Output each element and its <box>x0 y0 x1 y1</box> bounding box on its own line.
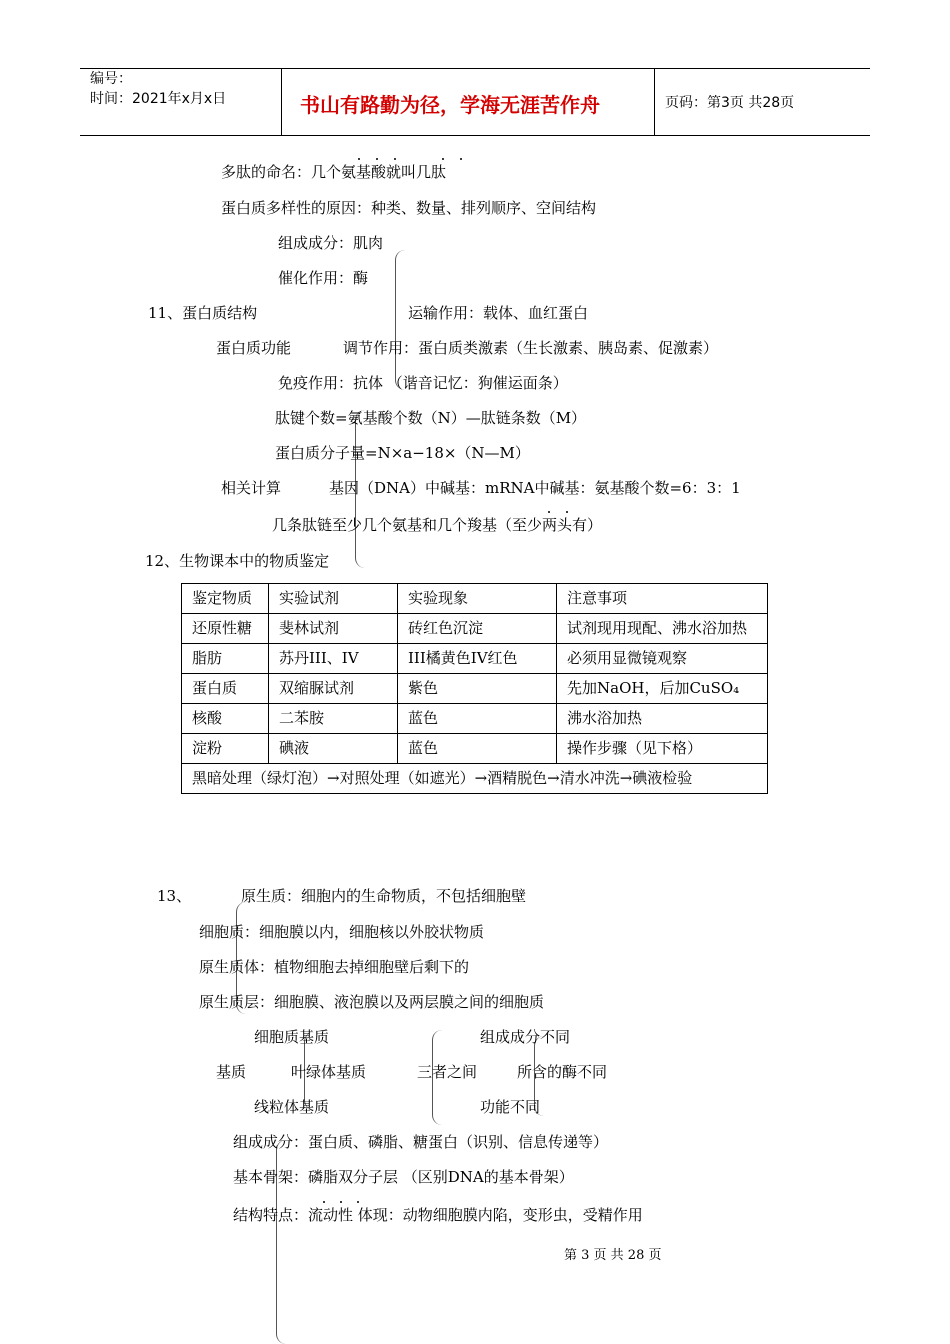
line-catalysis: 催化作用：酶 <box>278 269 369 287</box>
header-motto: 书山有路勤为径，学海无涯苦作舟 <box>300 93 600 117</box>
sec13-enzymes-differ: 所含的酶不同 <box>517 1063 608 1081</box>
header-divider-left <box>281 68 282 135</box>
table-cell: 砖红色沉淀 <box>398 614 557 644</box>
header-number-label: 编号： <box>90 71 132 87</box>
sec13-cytosol: 细胞质基质 <box>254 1028 330 1046</box>
table-row <box>182 674 768 704</box>
table-row <box>182 704 768 734</box>
substance-identification-table <box>181 583 768 794</box>
table-cell: 苏丹III、IV <box>269 644 398 674</box>
sec13-matrix: 基质 <box>216 1063 247 1081</box>
emphasis-dot <box>323 1201 325 1203</box>
table-cell: 碘液 <box>269 734 398 764</box>
table-cell: 蓝色 <box>398 734 557 764</box>
emphasis-dot <box>376 158 378 160</box>
sec13-protoplast: 原生质体：植物细胞去掉细胞壁后剩下的 <box>199 958 470 976</box>
table-footer-cell: 黑暗处理（绿灯泡）→对照处理（如遮光）→酒精脱色→清水冲洗→碘液检验 <box>182 764 768 794</box>
sec13-mitochondrial-matrix: 线粒体基质 <box>254 1098 330 1116</box>
line-molecular-weight: 蛋白质分子量=N×a−18×（N—M） <box>275 444 530 462</box>
table-cell: 试剂现用现配、沸水浴加热 <box>557 614 768 644</box>
sec13-basic-skeleton: 基本骨架：磷脂双分子层 （区别DNA的基本骨架） <box>233 1168 574 1186</box>
table-header-row <box>182 584 768 614</box>
line-transport: 运输作用：载体、血红蛋白 <box>408 304 589 322</box>
header-bottom-rule <box>80 135 870 136</box>
table-cell: 先加NaOH，后加CuSO₄ <box>557 674 768 704</box>
sec13-function-differs: 功能不同 <box>480 1098 541 1116</box>
brace-protein-functions <box>395 250 406 390</box>
table-header-cell: 鉴定物质 <box>182 584 269 614</box>
table-cell: 沸水浴加热 <box>557 704 768 734</box>
emphasis-dot <box>548 511 550 513</box>
line-base-ratio: 基因（DNA）中碱基：mRNA中碱基：氨基酸个数=6：3：1 <box>329 479 741 497</box>
line-composition: 组成成分：肌肉 <box>278 234 384 252</box>
line-section-12: 12、生物课本中的物质鉴定 <box>145 552 330 570</box>
sec13-protoplasmic-layer: 原生质层：细胞膜、液泡膜以及两层膜之间的细胞质 <box>199 993 545 1011</box>
table-cell: 二苯胺 <box>269 704 398 734</box>
line-amino-carboxyl: 几条肽链至少几个氨基和几个羧基（至少两头有） <box>272 516 603 534</box>
sec13-membrane-composition: 组成成分：蛋白质、磷脂、糖蛋白（识别、信息传递等） <box>233 1133 609 1151</box>
sec13-chloroplast-stroma: 叶绿体基质 <box>291 1063 367 1081</box>
emphasis-dot <box>340 1201 342 1203</box>
line-section-11: 11、蛋白质结构 <box>148 304 258 322</box>
emphasis-dot <box>442 158 444 160</box>
line-protein-diversity: 蛋白质多样性的原因：种类、数量、排列顺序、空间结构 <box>221 199 597 217</box>
table-cell: 蓝色 <box>398 704 557 734</box>
table-cell: 斐林试剂 <box>269 614 398 644</box>
page-footer: 第 3 页 共 28 页 <box>564 1248 662 1263</box>
sec13-structural-feature: 结构特点：流动性 体现：动物细胞膜内陷，变形虫，受精作用 <box>233 1206 643 1224</box>
line-regulation: 调节作用：蛋白质类激素（生长激素、胰岛素、促激素） <box>343 339 719 357</box>
emphasis-dot <box>358 158 360 160</box>
sec13-protoplasm: 原生质：细胞内的生命物质，不包括细胞壁 <box>241 887 527 905</box>
table-cell: 紫色 <box>398 674 557 704</box>
table-cell: 脂肪 <box>182 644 269 674</box>
table-cell: 核酸 <box>182 704 269 734</box>
emphasis-dot <box>394 158 396 160</box>
header-top-rule <box>80 68 870 69</box>
table-cell: III橘黄色IV红色 <box>398 644 557 674</box>
line-immunity: 免疫作用：抗体 （谐音记忆：狗催运面条） <box>278 374 568 392</box>
table-cell: 还原性糖 <box>182 614 269 644</box>
table-cell: 蛋白质 <box>182 674 269 704</box>
sec13-among-three: 三者之间 <box>417 1063 478 1081</box>
sec13-composition-differs: 组成成分不同 <box>480 1028 571 1046</box>
table-row <box>182 644 768 674</box>
line-polypeptide-naming: 多肽的命名：几个氨基酸就叫几肽 <box>221 163 447 181</box>
header-date-label: 时间：2021年x月x日 <box>90 91 227 107</box>
table-header-cell: 实验现象 <box>398 584 557 614</box>
table-row <box>182 734 768 764</box>
header-page-info: 页码：第3页 共28页 <box>665 95 795 111</box>
table-cell: 必须用显微镜观察 <box>557 644 768 674</box>
emphasis-dot <box>460 158 462 160</box>
sec13-number: 13、 <box>157 887 192 905</box>
header-divider-right <box>654 68 655 135</box>
line-protein-function-label: 蛋白质功能 <box>216 339 292 357</box>
table-row <box>182 614 768 644</box>
table-cell: 操作步骤（见下格） <box>557 734 768 764</box>
emphasis-dot <box>566 511 568 513</box>
sec13-cytoplasm: 细胞质：细胞膜以内，细胞核以外胶状物质 <box>199 923 485 941</box>
line-peptide-bond-count: 肽键个数=氨基酸个数（N）—肽链条数（M） <box>275 409 587 427</box>
table-cell: 双缩脲试剂 <box>269 674 398 704</box>
table-row <box>182 764 768 794</box>
table-header-cell: 注意事项 <box>557 584 768 614</box>
table-cell: 淀粉 <box>182 734 269 764</box>
line-related-calculation-label: 相关计算 <box>221 479 282 497</box>
table-header-cell: 实验试剂 <box>269 584 398 614</box>
emphasis-dot <box>357 1201 359 1203</box>
